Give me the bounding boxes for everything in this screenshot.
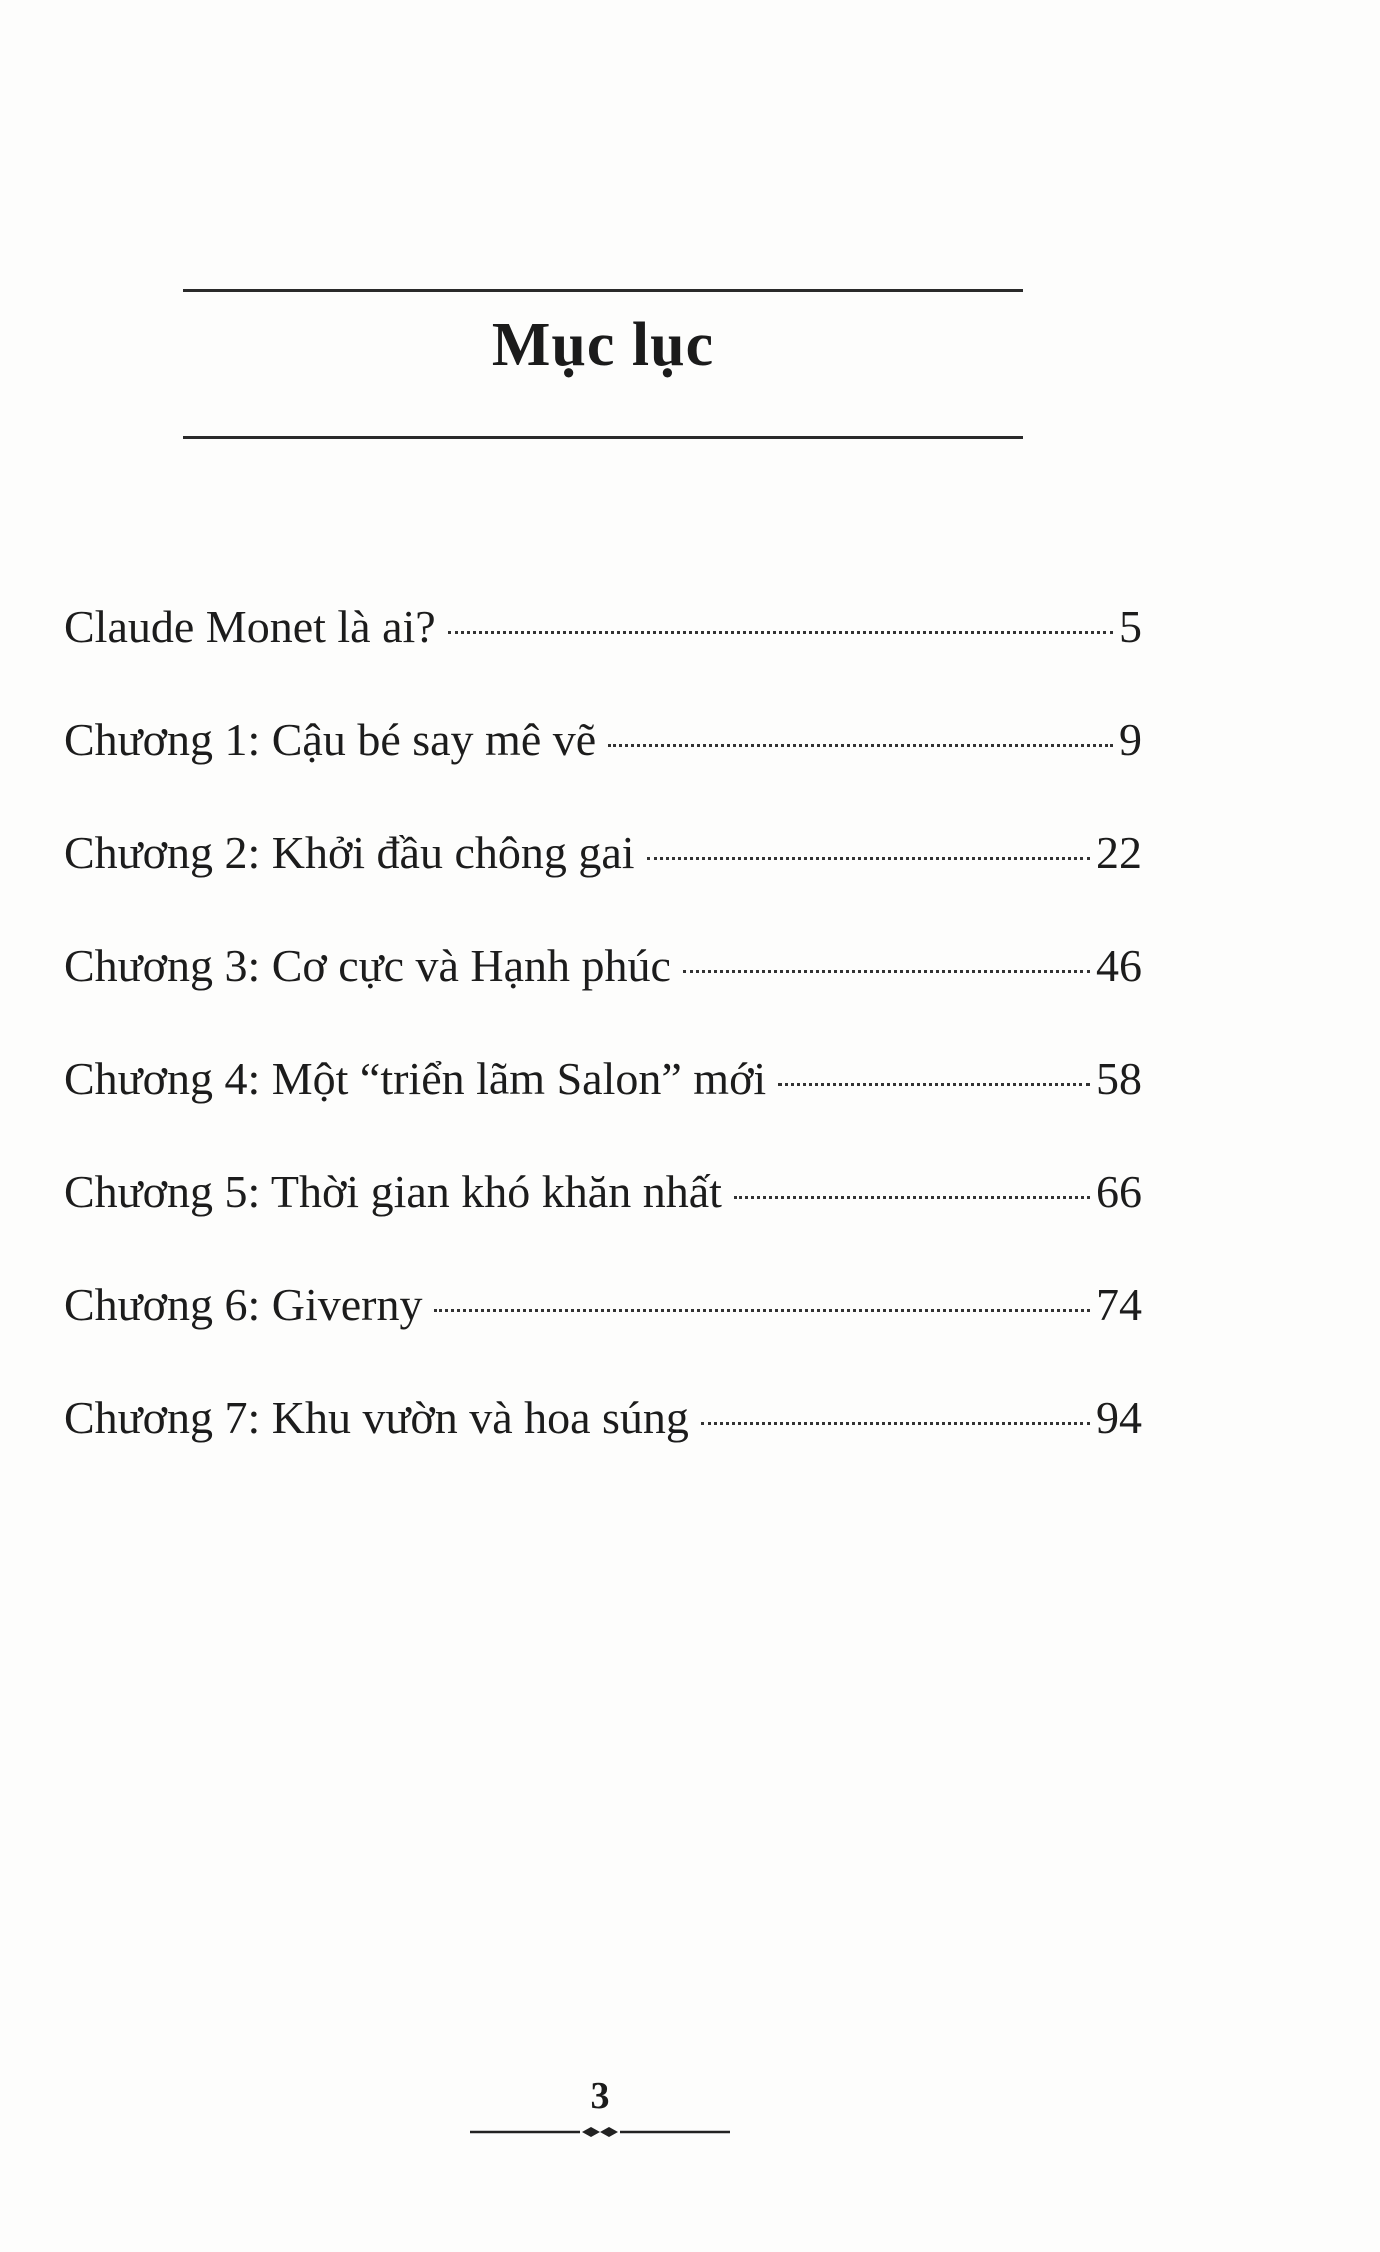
- table-of-contents: [64, 600, 1142, 1504]
- toc-entry-label: Chương 3: Cơ cực và Hạnh phúc: [64, 940, 671, 991]
- toc-entry-page: 66: [1096, 1166, 1142, 1217]
- toc-entry-label: Chương 7: Khu vườn và hoa súng: [64, 1392, 689, 1443]
- toc-entry-label: Claude Monet là ai?: [64, 601, 436, 652]
- toc-entry: [64, 1052, 1142, 1165]
- toc-dot-leader: [683, 970, 1090, 973]
- toc-entry: [64, 826, 1142, 939]
- toc-entry-page: 94: [1096, 1392, 1142, 1443]
- toc-entry: [64, 939, 1142, 1052]
- toc-entry: [64, 600, 1142, 713]
- toc-dot-leader: [701, 1422, 1090, 1425]
- toc-dot-leader: [448, 631, 1113, 634]
- toc-entry-label: Chương 1: Cậu bé say mê vẽ: [64, 714, 597, 765]
- title-bottom-rule: [183, 436, 1023, 439]
- toc-entry: [64, 1278, 1142, 1391]
- toc-entry-page: 74: [1096, 1279, 1142, 1330]
- toc-entry: [64, 1391, 1142, 1504]
- toc-entry-page: 46: [1096, 940, 1142, 991]
- toc-entry-page: 9: [1119, 714, 1142, 765]
- toc-entry-label: Chương 6: Giverny: [64, 1279, 423, 1330]
- toc-entry-label: Chương 2: Khởi đầu chông gai: [64, 827, 635, 878]
- toc-entry: [64, 713, 1142, 826]
- toc-dot-leader: [778, 1083, 1090, 1086]
- title-top-rule: [183, 289, 1023, 292]
- page-number: 3: [590, 2075, 610, 2117]
- ornament-divider-icon: [470, 2124, 730, 2140]
- toc-entry-page: 22: [1096, 827, 1142, 878]
- toc-entry-page: 58: [1096, 1053, 1142, 1104]
- toc-entry: [64, 1165, 1142, 1278]
- toc-entry-label: Chương 4: Một “triển lãm Salon” mới: [64, 1053, 767, 1104]
- page-footer: [470, 2074, 730, 2140]
- toc-dot-leader: [647, 857, 1090, 860]
- toc-dot-leader: [734, 1196, 1090, 1199]
- toc-entry-page: 5: [1119, 601, 1142, 652]
- toc-entry-label: Chương 5: Thời gian khó khăn nhất: [64, 1166, 722, 1217]
- toc-dot-leader: [608, 744, 1113, 747]
- toc-dot-leader: [434, 1309, 1090, 1312]
- page-title: Mục lục: [491, 311, 715, 379]
